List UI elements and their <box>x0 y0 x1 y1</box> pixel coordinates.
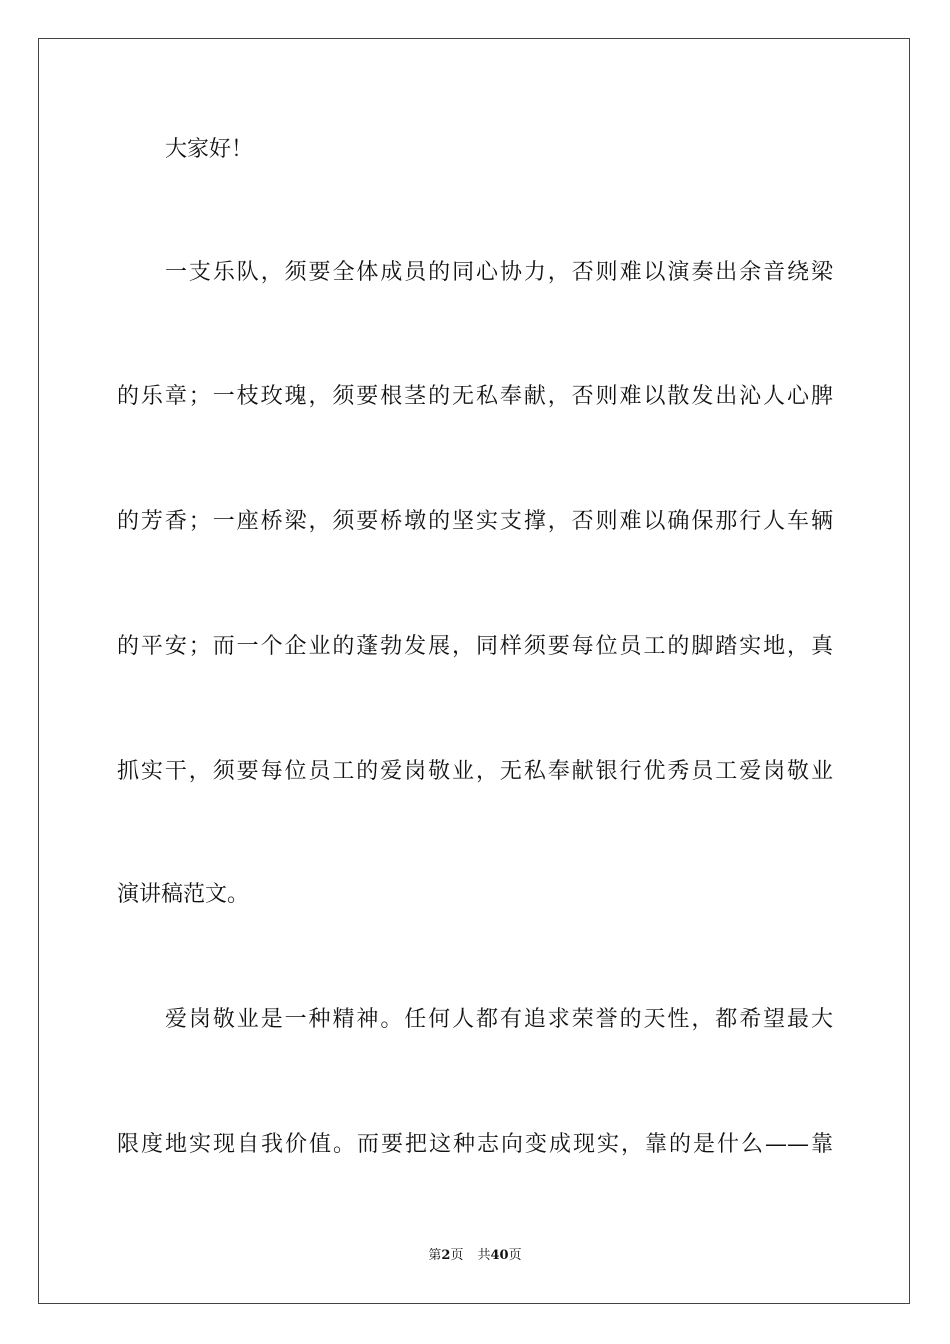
paragraph-1-line-5: 抓实干，须要每位员工的爱岗敬业，无私奉献银行优秀员工爱岗敬业 <box>117 759 833 784</box>
footer-page-prefix: 第 <box>428 1248 442 1263</box>
greeting-line: 大家好！ <box>165 137 254 162</box>
footer-total-pages: 40 <box>490 1248 509 1263</box>
paragraph-1-line-6: 演讲稿范文。 <box>117 882 250 907</box>
footer-current-page: 2 <box>441 1248 451 1263</box>
footer-total-prefix: 共 <box>477 1248 491 1263</box>
paragraph-2-line-2: 限度地实现自我价值。而要把这种志向变成现实，靠的是什么——靠 <box>117 1132 833 1157</box>
paragraph-2-line-1: 爱岗敬业是一种精神。任何人都有追求荣誉的天性，都希望最大 <box>165 1007 833 1032</box>
footer-page-suffix: 页 <box>450 1248 464 1263</box>
page-footer <box>0 1247 950 1265</box>
paragraph-1-line-1: 一支乐队，须要全体成员的同心协力，否则难以演奏出余音绕梁 <box>165 260 833 285</box>
page-border <box>38 38 910 1304</box>
footer-total-suffix: 页 <box>508 1248 522 1263</box>
paragraph-1-line-3: 的芳香；一座桥梁，须要桥墩的坚实支撑，否则难以确保那行人车辆 <box>117 509 833 534</box>
paragraph-1-line-4: 的平安；而一个企业的蓬勃发展，同样须要每位员工的脚踏实地，真 <box>117 634 833 659</box>
paragraph-1-line-2: 的乐章；一枝玫瑰，须要根茎的无私奉献，否则难以散发出沁人心脾 <box>117 384 833 409</box>
